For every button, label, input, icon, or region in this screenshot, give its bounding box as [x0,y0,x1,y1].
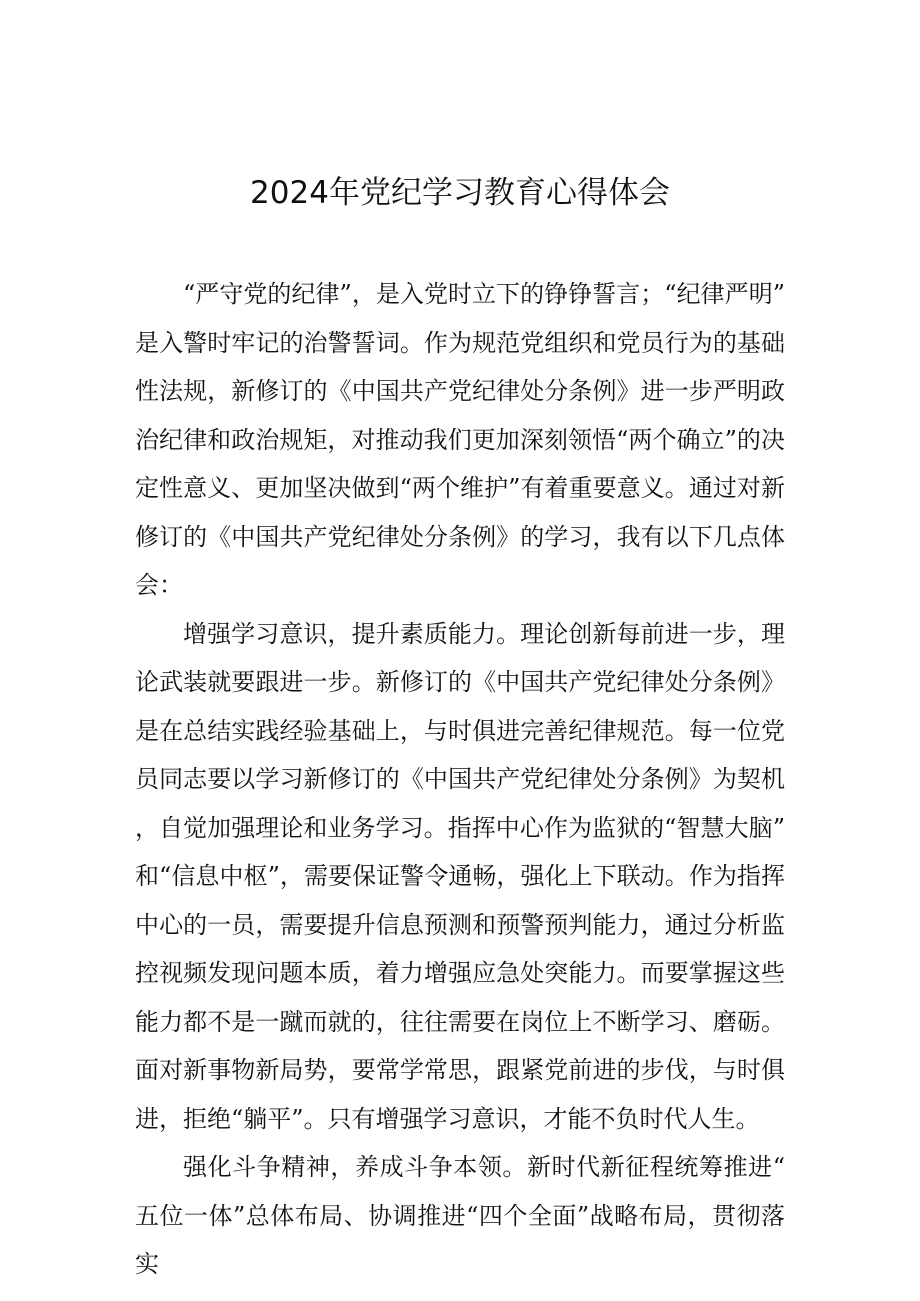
document-title: 2024年党纪学习教育心得体会 [250,175,670,211]
paragraph-study-awareness: 增强学习意识，提升素质能力。理论创新每前进一步，理论武装就要跟进一步。新修订的《中国共产党纪律处分条例》是在总结实践经验基础上，与时俱进完善纪律规范。每一位党员同志要以学习新修订的《中国共产党纪律处分条例》为契机，自觉加强理论和业务学习。指挥中心作为监狱的“智慧大脑”和“信息中枢”，需要保证警令通畅，强化上下联动。作为指挥中心的一员，需要提升信息预测和预警预判能力，通过分析监控视频发现问题本质，着力增强应急处突能力。而要掌握这些能力都不是一蹴而就的，往往需要在岗位上不断学习、磨砺。面对新事物新局势，要常学常思，跟紧党前进的步伐，与时俱进，拒绝“躺平”。只有增强学习意识，才能不负时代人生。 [135,619,785,1133]
document-body [135,270,785,1289]
paragraph-struggle-spirit: 强化斗争精神，养成斗争本领。新时代新征程统筹推进“五位一体”总体布局、协调推进“四个全面”战略布局，贯彻落实 [135,1153,785,1278]
paragraph-intro: “严守党的纪律”，是入党时立下的铮铮誓言；“纪律严明”是入警时牢记的治警誓词。作为规范党组织和党员行为的基础性法规，新修订的《中国共产党纪律处分条例》进一步严明政治纪律和政治规矩，对推动我们更加深刻领悟“两个确立”的决定性意义、更加坚决做到“两个维护”有着重要意义。通过对新修订的《中国共产党纪律处分条例》的学习，我有以下几点体会： [135,280,785,599]
